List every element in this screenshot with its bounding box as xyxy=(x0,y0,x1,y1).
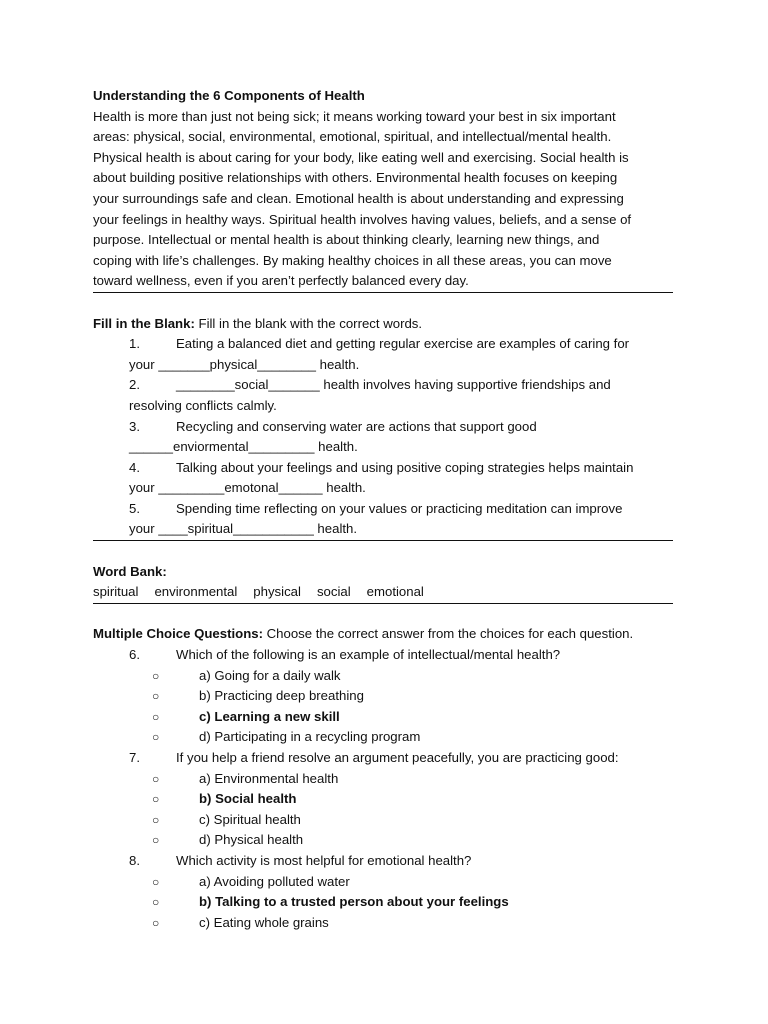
fill-blank-item-line xyxy=(93,499,673,520)
mc-question xyxy=(93,851,673,933)
fill-blank-list xyxy=(93,334,673,540)
item-number: 1. xyxy=(129,336,140,352)
option-text: c) Learning a new skill xyxy=(199,708,340,724)
option-text: d) Participating in a recycling program xyxy=(199,729,421,745)
word-bank-word: social xyxy=(316,584,351,600)
question-number: 6. xyxy=(129,647,140,663)
intro-section xyxy=(93,86,673,292)
answer-option xyxy=(93,789,673,810)
answer-option xyxy=(93,666,673,687)
question-text: If you help a friend resolve an argument peacefully, you are practicing good: xyxy=(176,750,619,765)
word-bank-words xyxy=(93,582,673,603)
circle-bullet-icon: ○ xyxy=(152,812,160,827)
intro-line: purpose. Intellectual or mental health is about thinking clearly, learning new things, and xyxy=(93,232,600,248)
multiple-choice-section xyxy=(93,624,673,933)
option-text: c) Eating whole grains xyxy=(199,914,329,930)
option-text: b) Talking to a trusted person about your feelings xyxy=(199,894,509,910)
circle-bullet-icon: ○ xyxy=(152,730,160,745)
word-bank-word: spiritual xyxy=(93,584,139,600)
circle-bullet-icon: ○ xyxy=(152,915,160,930)
answer-option xyxy=(93,686,673,707)
intro-title: Understanding the 6 Components of Health xyxy=(93,88,365,103)
circle-bullet-icon: ○ xyxy=(152,833,160,848)
item-text: ________social_______ health involves having supportive friendships and xyxy=(176,377,611,393)
circle-bullet-icon: ○ xyxy=(152,689,160,704)
mc-question xyxy=(93,748,673,851)
item-number: 4. xyxy=(129,459,140,475)
option-text: b) Practicing deep breathing xyxy=(199,688,364,704)
question-text: Which of the following is an example of intellectual/mental health? xyxy=(176,647,561,663)
item-number: 2. xyxy=(129,377,140,393)
option-text: c) Spiritual health xyxy=(199,811,301,827)
fill-blank-item-line xyxy=(93,458,673,479)
question-text: Which activity is most helpful for emotional health? xyxy=(176,852,472,868)
fill-blank-section xyxy=(93,314,673,541)
fill-blank-item xyxy=(93,375,673,416)
option-text: b) Social health xyxy=(199,791,297,807)
word-bank-word: physical xyxy=(253,584,301,600)
mc-question-line xyxy=(93,645,673,666)
mc-question-line xyxy=(93,851,673,872)
multiple-choice-list xyxy=(93,645,673,933)
item-continuation: your ____spiritual___________ health. xyxy=(129,521,358,537)
intro-line: coping with life’s challenges. By making healthy choices in all these areas, you can move xyxy=(93,252,612,268)
fill-blank-item-line xyxy=(93,334,673,355)
intro-line: about building positive relationships with others. Environmental health focuses on keeping xyxy=(93,170,618,186)
item-number: 3. xyxy=(129,418,140,434)
word-bank-heading: Word Bank: xyxy=(93,563,167,579)
mc-question xyxy=(93,645,673,748)
option-text: a) Going for a daily walk xyxy=(199,667,341,683)
item-text: Eating a balanced diet and getting regular exercise are examples of caring for xyxy=(176,336,630,352)
worksheet-content xyxy=(93,86,673,933)
intro-line: toward wellness, even if you aren’t perfectly balanced every day. xyxy=(93,273,469,289)
answer-option xyxy=(93,707,673,728)
item-continuation: your _______physical________ health. xyxy=(129,356,360,372)
circle-bullet-icon: ○ xyxy=(152,771,160,786)
answer-option xyxy=(93,727,673,748)
item-text: Recycling and conserving water are actions that support good xyxy=(176,418,537,434)
option-text: d) Physical health xyxy=(199,832,304,848)
fill-blank-item-line xyxy=(93,417,673,438)
answer-option xyxy=(93,913,673,934)
multiple-choice-heading: Multiple Choice Questions: xyxy=(93,626,263,642)
circle-bullet-icon: ○ xyxy=(152,874,160,889)
circle-bullet-icon: ○ xyxy=(152,668,160,683)
word-bank-section xyxy=(93,562,673,603)
item-number: 5. xyxy=(129,500,140,516)
intro-line: your feelings in healthy ways. Spiritual health involves having values, beliefs, and a sense of xyxy=(93,211,632,227)
multiple-choice-instruction: Choose the correct answer from the choices for each question. xyxy=(262,626,634,642)
circle-bullet-icon: ○ xyxy=(152,792,160,807)
fill-blank-item xyxy=(93,458,673,499)
intro-line: areas: physical, social, environmental, emotional, spiritual, and intellectual/mental health. xyxy=(93,129,612,145)
option-text: a) Avoiding polluted water xyxy=(199,873,350,889)
intro-line: your surroundings safe and clean. Emotional health is about understanding and expressing xyxy=(93,190,624,206)
fill-blank-instruction: Fill in the blank with the correct words. xyxy=(194,315,423,331)
item-text: Spending time reflecting on your values or practicing meditation can improve xyxy=(176,500,623,516)
multiple-choice-header xyxy=(93,624,673,645)
fill-blank-item xyxy=(93,499,673,540)
intro-line: Health is more than just not being sick; it means working toward your best in six important xyxy=(93,108,616,124)
answer-option xyxy=(93,769,673,790)
fill-blank-item xyxy=(93,334,673,375)
question-number: 8. xyxy=(129,852,140,868)
item-text: Talking about your feelings and using positive coping strategies helps maintain xyxy=(176,459,634,475)
item-continuation: your _________emotonal______ health. xyxy=(129,480,366,496)
fill-blank-item xyxy=(93,417,673,458)
fill-blank-item-line xyxy=(93,375,673,396)
mc-question-line xyxy=(93,748,673,769)
item-continuation: resolving conflicts calmly. xyxy=(129,397,277,413)
word-bank-word: environmental xyxy=(154,584,238,600)
answer-option xyxy=(93,872,673,893)
fill-blank-header xyxy=(93,314,673,335)
answer-option xyxy=(93,892,673,913)
question-number: 7. xyxy=(129,750,140,765)
fill-blank-heading: Fill in the Blank: xyxy=(93,315,195,331)
item-continuation: ______enviormental_________ health. xyxy=(129,439,358,455)
circle-bullet-icon: ○ xyxy=(152,895,160,910)
answer-option xyxy=(93,810,673,831)
circle-bullet-icon: ○ xyxy=(152,709,160,724)
word-bank-word: emotional xyxy=(366,584,424,600)
intro-line: Physical health is about caring for your body, like eating well and exercising. Social health is xyxy=(93,149,629,165)
answer-option xyxy=(93,830,673,851)
option-text: a) Environmental health xyxy=(199,770,339,786)
